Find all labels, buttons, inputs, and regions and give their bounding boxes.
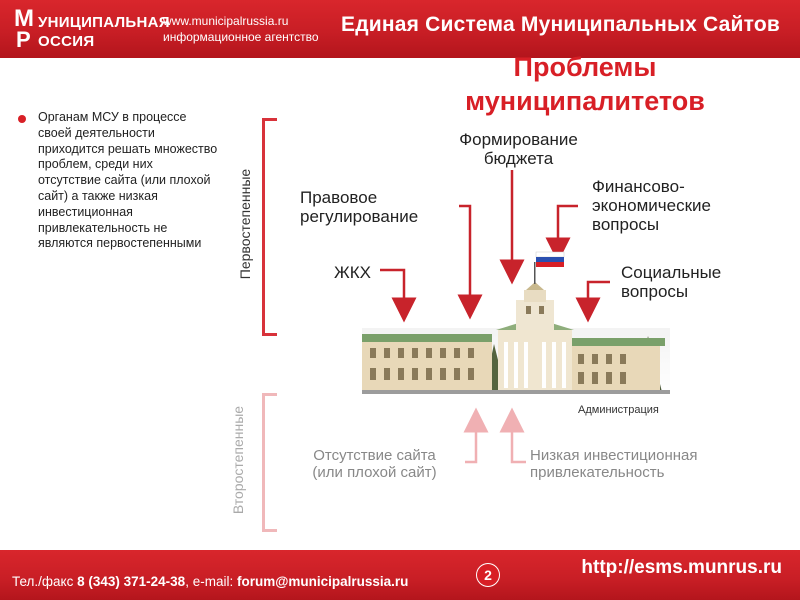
- logo-letter-m: М: [14, 5, 34, 32]
- label-social-line1: Социальные: [621, 263, 722, 282]
- header-site-url[interactable]: www.municipalrussia.ru: [163, 14, 289, 28]
- label-legal-line2: регулирование: [300, 207, 419, 226]
- arrow-legal: [459, 206, 470, 307]
- secondary-category-label: Второстепенные: [230, 405, 246, 515]
- label-finance-line3: вопросы: [592, 215, 660, 234]
- label-no-site-line1: Отсутствие сайта: [313, 447, 436, 464]
- email-label: , e-mail:: [185, 574, 237, 589]
- label-zhkh: ЖКХ: [334, 263, 371, 282]
- arrow-social: [588, 282, 610, 310]
- label-finance-line1: Финансово-: [592, 177, 685, 196]
- secondary-arrows: [465, 420, 526, 462]
- label-low-investment-line1: Низкая инвестиционная: [530, 447, 698, 464]
- arrow-finance: [558, 206, 578, 250]
- page-title-line2: муниципалитетов: [465, 86, 705, 116]
- building-caption: Администрация: [578, 404, 659, 416]
- primary-category-label: Первостепенные: [237, 168, 253, 280]
- label-social-line2: вопросы: [621, 282, 689, 301]
- primary-arrows: [380, 170, 610, 310]
- footer-contacts: [12, 574, 408, 589]
- label-legal-line1: Правовое: [300, 188, 378, 207]
- body-paragraph: Органам МСУ в процессе своей деятельности приходится решать множество проблем, среди них отсутствие сайта (или плохой сайт) а также низкая инвестиционная привлекательность не являются первостепенными: [38, 110, 218, 251]
- logo-text-line2: ОССИЯ: [38, 33, 95, 50]
- system-title: Единая Система Муниципальных Сайтов: [341, 13, 780, 36]
- arrow-no-site: [465, 420, 476, 462]
- arrow-low-investment: [512, 420, 526, 462]
- page-number: 2: [477, 564, 499, 586]
- phone-number[interactable]: 8 (343) 371-24-38: [77, 574, 186, 589]
- phone-label: Тел./факс: [12, 574, 78, 589]
- footer-url-link[interactable]: http://esms.munrus.ru: [581, 557, 782, 578]
- header-agency-label: информационное агентство: [163, 30, 319, 44]
- label-finance-line2: экономические: [592, 196, 711, 215]
- page-title-line1: Проблемы: [513, 52, 657, 82]
- label-budget-line1: Формирование: [459, 130, 578, 149]
- logo-letter-r: Р: [16, 27, 31, 52]
- label-no-site-line2: (или плохой сайт): [312, 464, 437, 481]
- administration-building: [362, 252, 670, 394]
- label-budget-line2: бюджета: [483, 149, 554, 168]
- arrow-zhkh: [380, 270, 404, 310]
- logo-text-line1: УНИЦИПАЛЬНАЯ: [38, 14, 170, 31]
- email-link[interactable]: forum@municipalrussia.ru: [236, 574, 409, 589]
- label-low-investment-line2: привлекательность: [530, 464, 665, 481]
